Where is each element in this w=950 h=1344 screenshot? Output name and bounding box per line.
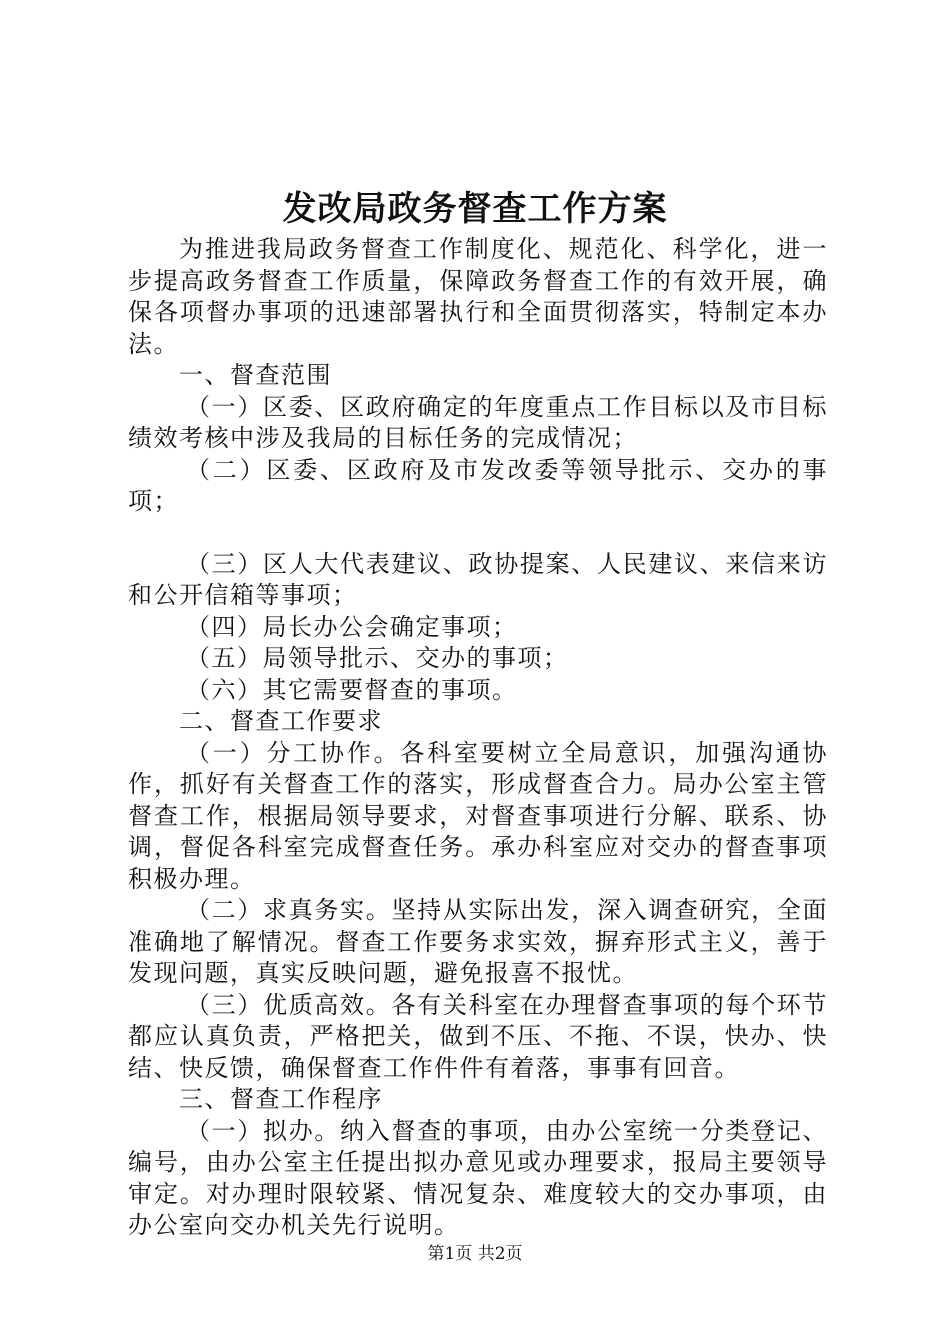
blank-line <box>128 518 828 549</box>
requirement-item-3: （三）优质高效。各有关科室在办理督查事项的每个环节都应认真负责，严格把关，做到不压、不拖、不误，快办、快结、快反馈，确保督查工作件件有着落，事事有回音。 <box>128 990 828 1082</box>
section-heading-procedure: 三、督查工作程序 <box>179 1085 383 1113</box>
requirement-item-2: （二）求真务实。坚持从实际出发，深入调查研究，全面准确地了解情况。督查工作要务求实效，摒弃形式主义，善于发现问题，真实反映问题，避免报喜不报忧。 <box>128 896 828 987</box>
scope-item-3: （三）区人大代表建议、政协提案、人民建议、来信来访和公开信箱等事项； <box>128 549 828 609</box>
requirement-item-1: （一）分工协作。各科室要树立全局意识，加强沟通协作，抓好有关督查工作的落实，形成督查合力。局办公室主管督查工作，根据局领导要求，对督查事项进行分解、联系、协调，督促各科室完成督查任务。承办科室应对交办的督查事项积极办理。 <box>128 738 828 893</box>
scope-item-6: （六）其它需要督查的事项。 <box>186 675 518 704</box>
scope-item-4: （四）局长办公会确定事项； <box>186 612 518 641</box>
section-heading-scope: 一、督查范围 <box>179 361 332 389</box>
document-title: 发改局政务督查工作方案 <box>282 189 668 229</box>
scope-item-1: （一）区委、区政府确定的年度重点工作目标以及市目标绩效考核中涉及我局的目标任务的完成情况； <box>128 392 828 452</box>
page-footer: 第1页 共2页 <box>427 1244 523 1264</box>
section-heading-requirements: 二、督查工作要求 <box>179 707 383 735</box>
procedure-item-1: （一）拟办。纳入督查的事项，由办公室统一分类登记、编号，由办公室主任提出拟办意见或办理要求，报局主要领导审定。对办理时限较紧、情况复杂、难度较大的交办事项，由办公室向交办机关先行说明。 <box>128 1116 828 1239</box>
document-body <box>128 234 828 1242</box>
intro-paragraph: 为推进我局政务督查工作制度化、规范化、科学化，进一步提高政务督查工作质量，保障政务督查工作的有效开展，确保各项督办事项的迅速部署执行和全面贯彻落实，特制定本办法。 <box>128 235 828 358</box>
scope-item-5: （五）局领导批示、交办的事项； <box>186 644 569 672</box>
scope-item-2: （二）区委、区政府及市发改委等领导批示、交办的事项； <box>128 455 828 515</box>
